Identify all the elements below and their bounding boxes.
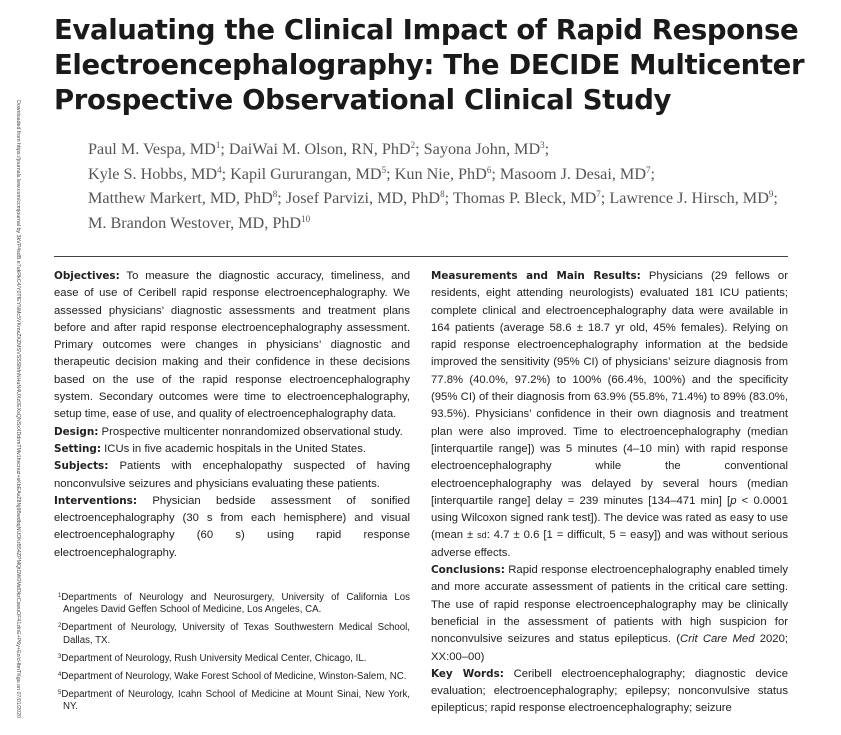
affiliation-item: $^1$Departments of Neurology and Neurosurgery, University of California Los Angeles David Geffen School of Medicine, Los Angeles, CA.: [58, 592, 410, 616]
author[interactable]: Matthew Markert, MD, PhD$^8$;: [88, 189, 286, 207]
affiliation-item: $^3$Department of Neurology, Rush University Medical Center, Chicago, IL.: [58, 652, 367, 664]
affiliation-item: $^4$Department of Neurology, Wake Forest School of Medicine, Winston-Salem, NC.: [58, 671, 407, 683]
author[interactable]: Sayona John, $MD^3$;: [423, 140, 550, 158]
affiliations: [58, 592, 410, 720]
author[interactable]: Josef Parvizi, MD, PhD$^8$;: [285, 189, 453, 207]
author[interactable]: M. Brandon Westover, MD, PhD$^{10}$: [88, 213, 311, 232]
journal-name: Crit Care Med: [680, 633, 755, 646]
abstract-setting: Setting: ICUs in five academic hospitals in the United States.: [54, 442, 367, 455]
abstract-design: Design: Prospective multicenter nonrandomized observational study.: [54, 425, 403, 438]
abstract-conclusions: Conclusions: Rapid response electroencephalography enabled timely and more accurate assessment of patients in the critical care setting. The use of rapid response electroencephalography may be clinically beneficial in the assessment of patients with high suspicion for nonconvulsive seizures and status epilepticus. (Crit Care Med 2020; XX:00–00): [431, 564, 788, 663]
affiliation-item: $^5$Department of Neurology, Icahn School of Medicine at Mount Sinai, New York, NY.: [58, 689, 410, 713]
author[interactable]: Lawrence J. Hirsch, $MD^9$;: [609, 189, 778, 207]
keywords: Key Words: Ceribell electroencephalography; diagnostic device evaluation; electroencephalography; epilepsy; nonconvulsive status epilepticus; rapid response electroencephalography; seizure: [431, 667, 788, 715]
download-watermark: [15, 100, 33, 720]
author[interactable]: Kun Nie, PhD$^6$;: [394, 164, 500, 183]
download-watermark-text: Downloaded from https://journals.lww.com/ccmjournal by 3kVP4sdB.e7ukRkC4/Y0TfEYNMc5VKmxZKZMSVSSSlhfnNHuN4UXz0EXsQNSxXDdrmTMv1hxcnuz+sKbEAvZ8Nj9BwdbqNUDKrB54ZPMQtDW0MdDkzCswuOF41zlnE+P6y+Ez/cHbnTKgu on 07/01/2020: [15, 100, 21, 718]
author[interactable]: Kyle S. Hobbs, $MD^4$;: [88, 164, 231, 183]
abstract-objectives: Objectives: To measure the diagnostic accuracy, timeliness, and ease of use of Ceribell rapid response electroencephalography. We assessed physicians’ diagnostic assessments and treatment plans before and after rapid response electroencephalography assessment. Primary outcomes were changes in physicians’ diagnostic and therapeutic decision making and their confidence in these decisions based on the use of the rapid response electroencephalography system. Secondary outcomes were time to electroencephalography, setup time, ease of use, and quality of electroencephalography data.: [54, 270, 410, 421]
abstract-right-column: [431, 268, 788, 718]
article-title: Evaluating the Clinical Impact of Rapid Response Electroencephalography: The DECIDE Multicenter Prospective Observational Clinical Study: [54, 14, 805, 116]
author-list: [88, 137, 808, 235]
author[interactable]: Thomas P. Bleck, $MD^7$;: [452, 189, 610, 207]
abstract-interventions: Interventions: Physician bedside assessment of sonified electroencephalography (30 s from each hemisphere) and visual electroencephalography (60 s) using rapid response electroencephalography.: [54, 494, 410, 559]
author[interactable]: DaiWai M. Olson, RN, PhD$^2$;: [228, 140, 424, 158]
author[interactable]: Masoom J. Desai, $MD^7$;: [499, 164, 656, 183]
section-divider: [54, 256, 788, 257]
abstract-subjects: Subjects: Patients with encephalopathy suspected of having nonconvulsive seizures and physicians evaluating these patients.: [54, 460, 410, 490]
author[interactable]: Kapil Gururangan, $MD^5$;: [230, 164, 395, 183]
affiliation-item: $^2$Department of Neurology, University of Texas Southwestern Medical School, Dallas, TX.: [58, 622, 410, 646]
abstract-left-column: [54, 268, 410, 562]
abstract-results: Measurements and Main Results: Physicians (29 fellows or residents, eight attending neurologists) evaluated 181 ICU patients; complete clinical and electroencephalography data were available in 164 patients (average 58.6 ± 18.7 yr old, 45% females). Relying on rapid response electroencephalography information at the bedside improved the sensitivity (95% CI) of physicians’ seizure diagnosis from 77.8% (40.0%, 97.2%) to 100% (66.4%, 100%) and the specificity (95% CI) of their diagnosis from 63.9% (55.8%, 71.4%) to 89% (83.0%, 93.5%). Physicians’ confidence in their own diagnosis and treatment plan were also improved. Time to electroencephalography (median [interquartile range]) was 5 minutes (4–10 min) with rapid response electroencephalography while the conventional electroencephalography was delayed by several hours (median [interquartile range] delay = 239 minutes [134–471 min] [p < 0.0001 using Wilcoxon signed rank test]). The device was rated as easy to use (mean ± sd: 4.7 ± 0.6 [1 = difficult, 5 = easy]) and was without serious adverse effects.: [431, 270, 788, 559]
author[interactable]: Paul M. Vespa, $MD^1$;: [88, 140, 229, 158]
